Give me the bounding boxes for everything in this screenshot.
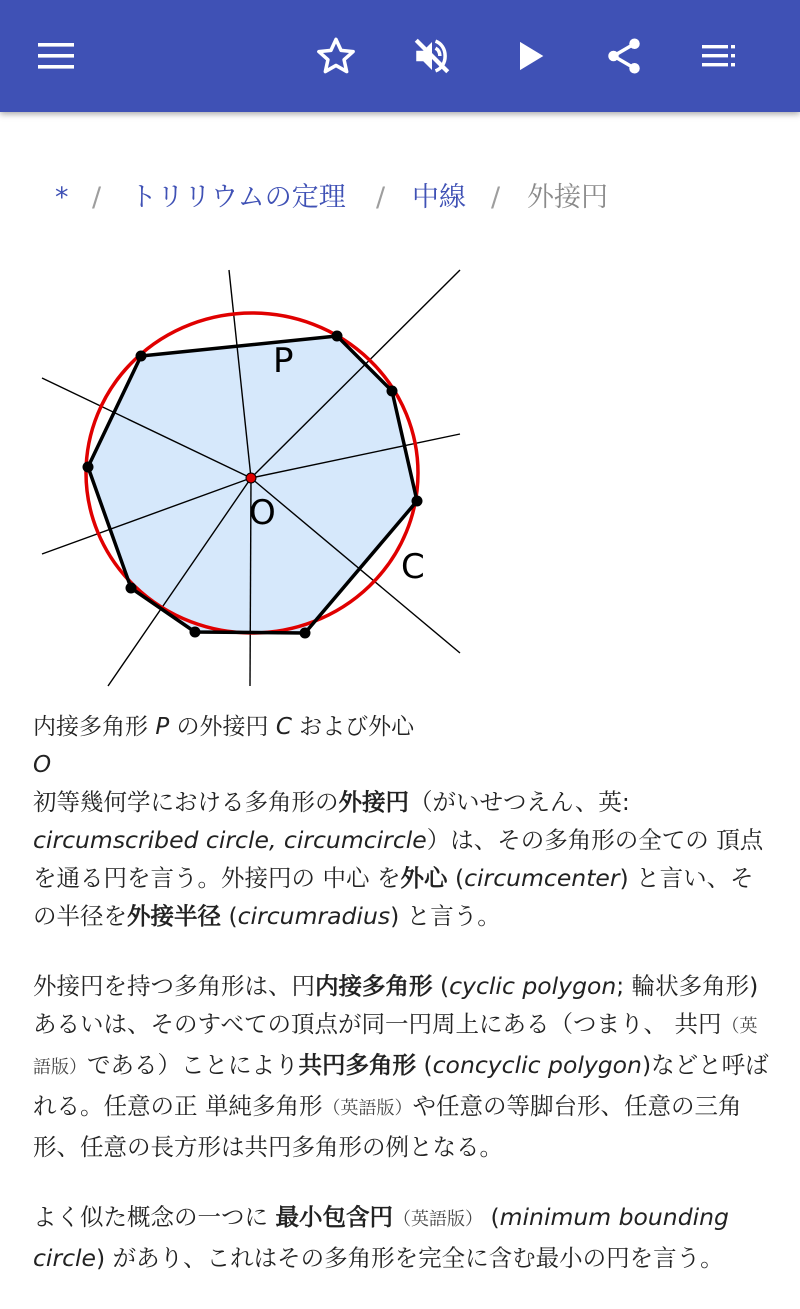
paragraph-cyclic-polygon (33, 967, 773, 1166)
breadcrumb-separator: / (376, 182, 386, 213)
text: を (369, 864, 401, 892)
term-concyclic-polygon: 共円多角形 (298, 1051, 416, 1079)
caption-text: の外接円 (169, 714, 276, 740)
share-button[interactable] (594, 26, 654, 86)
volume-mute-icon (411, 35, 453, 77)
term-english: concyclic polygon (432, 1051, 642, 1079)
term-english: minimum bounding circle (33, 1203, 729, 1272)
caption-text: 内接多角形 (33, 714, 156, 740)
caption-text: および外心 (291, 714, 415, 740)
text: 外接円を持つ多角形は、円 (33, 972, 315, 1000)
breadcrumb-separator: / (92, 182, 102, 213)
link-center[interactable]: 中心 (322, 864, 370, 892)
circumcenter-o (246, 473, 256, 483)
label-p: P (273, 341, 294, 381)
playlist-icon (700, 36, 740, 76)
link-concyclic[interactable]: 共円 (674, 1010, 722, 1038)
play-button[interactable] (500, 26, 560, 86)
caption-symbol-c: C (275, 714, 292, 740)
share-icon (603, 35, 645, 77)
paragraph-definition (33, 783, 773, 935)
text: ; 輪状多角形) あるいは、そのすべての頂点が同一円周上にある（つまり、 (33, 972, 759, 1038)
text: ）は、その多角形の全ての (426, 826, 717, 854)
mute-button[interactable] (402, 26, 462, 86)
favorite-button[interactable] (306, 26, 366, 86)
menu-icon (36, 36, 76, 76)
caption-symbol-p: P (155, 714, 170, 740)
text: である）ことにより (87, 1051, 299, 1079)
label-o: O (249, 493, 276, 533)
term-english: circumradius (237, 902, 391, 930)
contents-button[interactable] (690, 26, 750, 86)
link-english-version[interactable]: （英語版） (322, 1098, 413, 1119)
text: （がいせつえん、英: (409, 788, 630, 816)
breadcrumb (0, 176, 800, 220)
play-icon (510, 36, 550, 76)
circumscribed-circle-figure[interactable] (30, 262, 470, 692)
paragraph-minimum-bounding-circle (33, 1198, 773, 1277)
breadcrumb-separator: / (491, 182, 501, 213)
text: )などと呼ばれる。任意の正 (33, 1051, 769, 1120)
text: よく似た概念の一つに (33, 1203, 276, 1231)
text: ) があり、これはその多角形を完全に含む最小の円を言う。 (96, 1244, 724, 1272)
text: 初等幾何学における多角形の (33, 788, 339, 816)
term-circumradius: 外接半径 (127, 902, 221, 930)
term-minimum-bounding-circle[interactable]: 最小包含円 (275, 1203, 393, 1231)
link-english-version[interactable]: （英語版） (33, 1016, 758, 1078)
term-english: circumcenter (464, 864, 620, 892)
app-bar (0, 0, 800, 112)
text: ) と言い、その半径を (33, 864, 754, 930)
text: ( (221, 902, 238, 930)
term-circumcircle: 外接円 (338, 788, 409, 816)
link-vertex[interactable]: 頂点 (716, 826, 764, 854)
figure-caption (33, 708, 473, 784)
text: ( (416, 1051, 433, 1079)
breadcrumb-current: 外接円 (527, 182, 608, 213)
caption-symbol-o: O (33, 752, 52, 778)
article-body (33, 783, 773, 1309)
text: ) と言う。 (390, 902, 501, 930)
breadcrumb-item-median[interactable]: 中線 (412, 182, 466, 213)
term-english: circumscribed circle, circumcircle (33, 826, 427, 854)
label-c: C (401, 547, 425, 587)
menu-button[interactable] (26, 26, 86, 86)
link-english-version[interactable]: （英語版） (392, 1209, 483, 1230)
link-simple-polygon[interactable]: 単純多角形 (204, 1092, 323, 1120)
term-circumcenter: 外心 (400, 864, 448, 892)
star-outline-icon (315, 35, 357, 77)
text: ( (432, 972, 450, 1000)
text: や任意の等脚台形、任意の三角形、任意の長方形は共円多角形の例となる。 (33, 1092, 742, 1161)
text: ( (482, 1203, 500, 1231)
text: ( (447, 864, 465, 892)
text: を通る円を言う。外接円の (33, 864, 323, 892)
breadcrumb-home[interactable]: * (55, 182, 69, 213)
term-inscribed-polygon: 内接多角形 (315, 972, 433, 1000)
breadcrumb-item-trillium-theorem[interactable]: トリリウムの定理 (130, 182, 346, 213)
term-english: cyclic polygon (449, 972, 617, 1000)
